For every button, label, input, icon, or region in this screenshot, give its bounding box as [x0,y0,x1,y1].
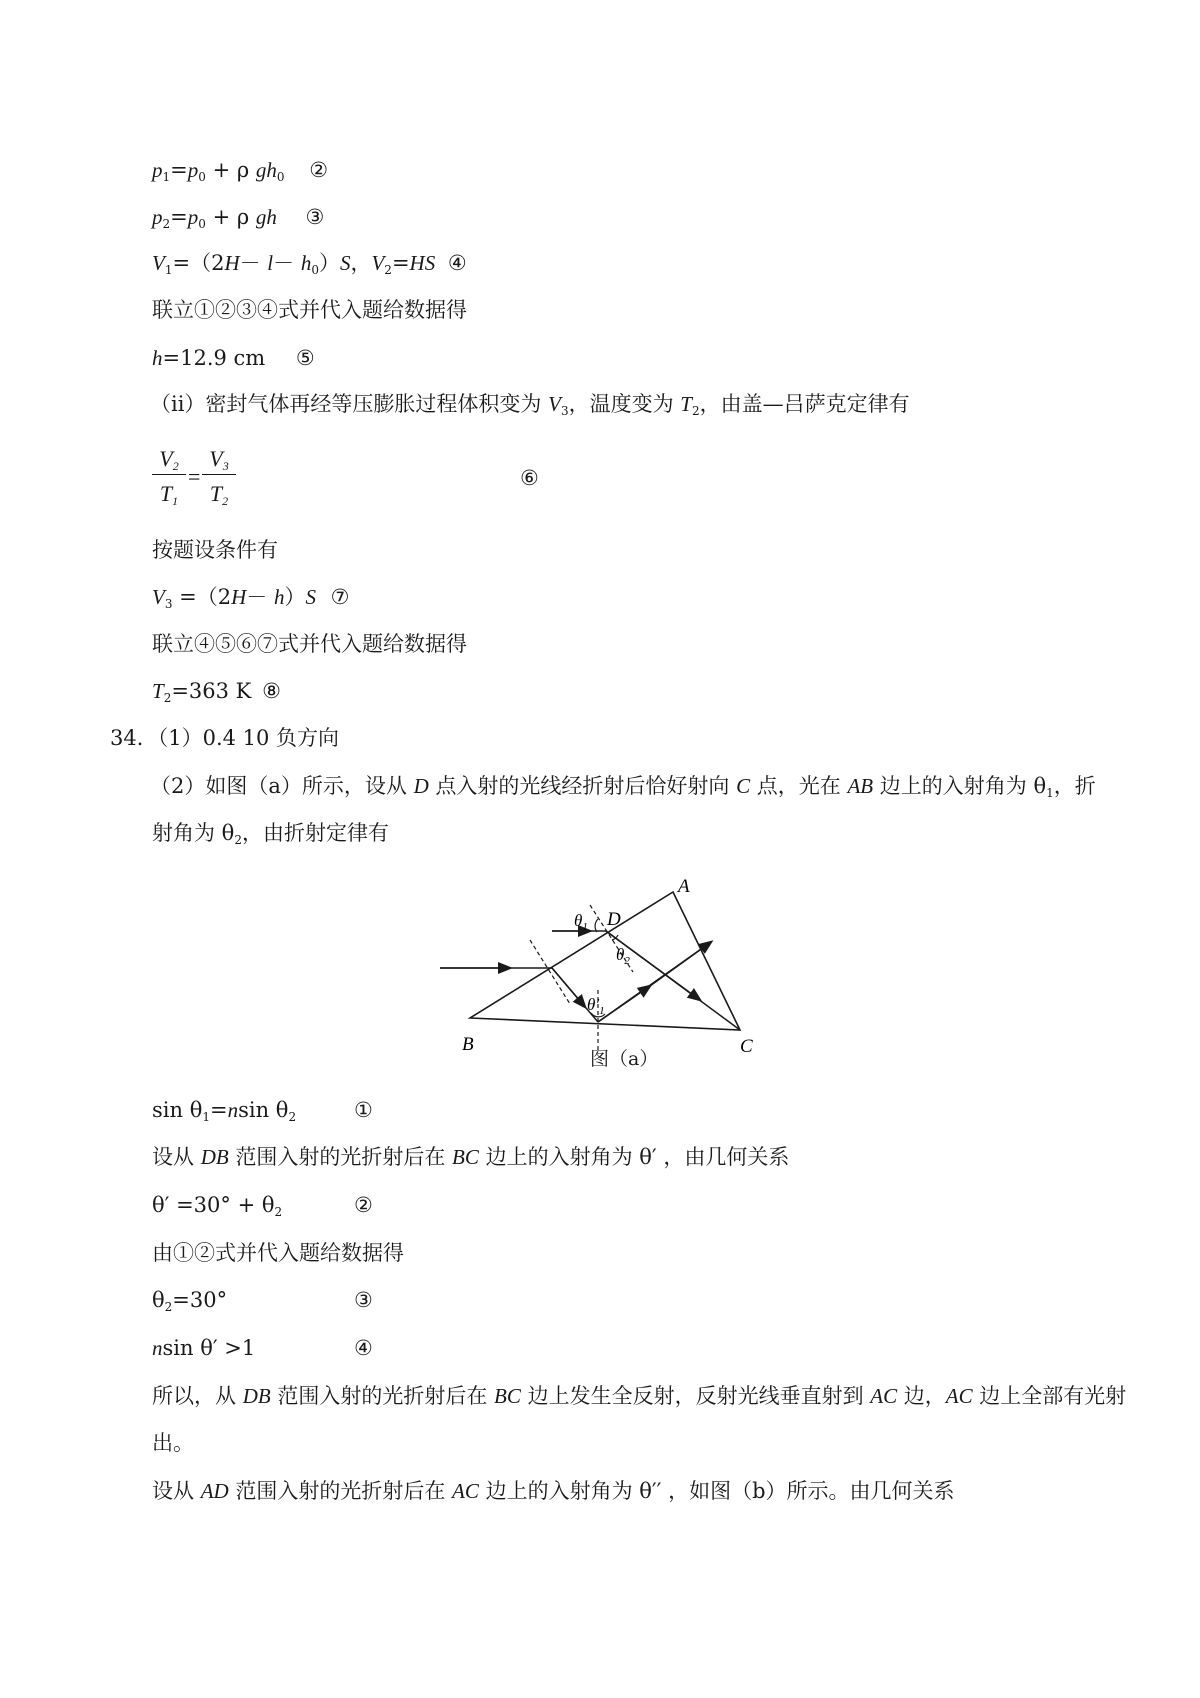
eq-v3: $V_3 =(2H- h)S$ ⑦ [152,585,350,611]
eq-number: ① [354,1098,373,1122]
eq-number: ④ [447,251,467,275]
eq-number: ⑧ [262,679,281,703]
label-theta-prime: $\theta'_1$ [587,995,605,1017]
label-b: B [462,1034,474,1055]
label-theta1: $\theta_1$ [574,911,588,933]
eq-total-reflection: nsin θ′ >1 ④ [152,1336,373,1360]
question-34-answer: 34．（1）0.4 10 负方向 [110,726,340,750]
eq-number: ⑥ [520,466,539,490]
eq-theta2-result: $\theta_2=30^\circ$ ③ [152,1288,373,1314]
label-a: A [678,876,690,897]
eq-number: ⑦ [330,585,350,609]
label-theta2: $\theta_2$ [616,945,630,967]
text-line: （2）如图（a）所示，设从 D 点入射的光线经折射后恰好射向 C 点，光在 AB 边上的入射角为 $\theta_1$，折 [150,774,1096,800]
eq-p1: $p_1=p_0 + \rho$ $gh_0$ ② [152,158,329,184]
text-line: （ii）密封气体再经等压膨胀过程体积变为 $V_3$，温度变为 $T_2$，由盖—吕萨克定律有 [150,392,910,418]
angle-arc-theta1 [595,919,598,932]
eq-volumes: $V_1=(2H- l- h_0)S$，$V_2=HS$ ④ [152,251,467,277]
text-line: 按题设条件有 [152,538,278,562]
figure-caption: 图（a） [590,1048,659,1070]
text-line: 由①②式并代入题给数据得 [152,1241,404,1265]
text-line: 出。 [152,1431,194,1455]
eq-snell: $\sin \theta_1=nsin$ $\theta_2$ ① [152,1098,373,1124]
label-d: D [607,909,621,930]
figure-a-prism-diagram [440,872,780,1072]
eq-h-result: h=12.9 cm ⑤ [152,346,315,370]
eq-number: ③ [305,205,325,229]
eq-theta-prime: $\theta' =30^\circ + \theta_2$ ② [152,1193,373,1219]
text-line: 联立④⑤⑥⑦式并代入题给数据得 [152,632,467,656]
prism-triangle [470,892,740,1030]
eq-t2-result: $T_2=363$ K ⑧ [152,679,281,705]
text-line: 联立①②③④式并代入题给数据得 [152,298,467,322]
text-line: 设从 DB 范围入射的光折射后在 BC 边上的入射角为 θ′ ，由几何关系 [152,1145,790,1169]
eq-number: ③ [354,1288,373,1312]
normal-at-entry [530,940,570,1004]
text-line: 设从 AD 范围入射的光折射后在 AC 边上的入射角为 θ′′ ，如图（b）所示。由几何关系 [152,1479,955,1503]
text-line: 射角为 $\theta_2$，由折射定律有 [152,821,389,847]
eq-number: ② [309,158,329,182]
eq-number: ④ [354,1336,373,1360]
eq-p2: $p_2=p_0 + \rho$ gh ③ [152,205,325,231]
eq-number: ⑤ [295,346,315,370]
label-c: C [740,1036,753,1057]
text-line: 所以，从 DB 范围入射的光折射后在 BC 边上发生全反射，反射光线垂直射到 AC 边，AC 边上全部有光射 [152,1384,1127,1408]
eq-number: ② [354,1193,373,1217]
